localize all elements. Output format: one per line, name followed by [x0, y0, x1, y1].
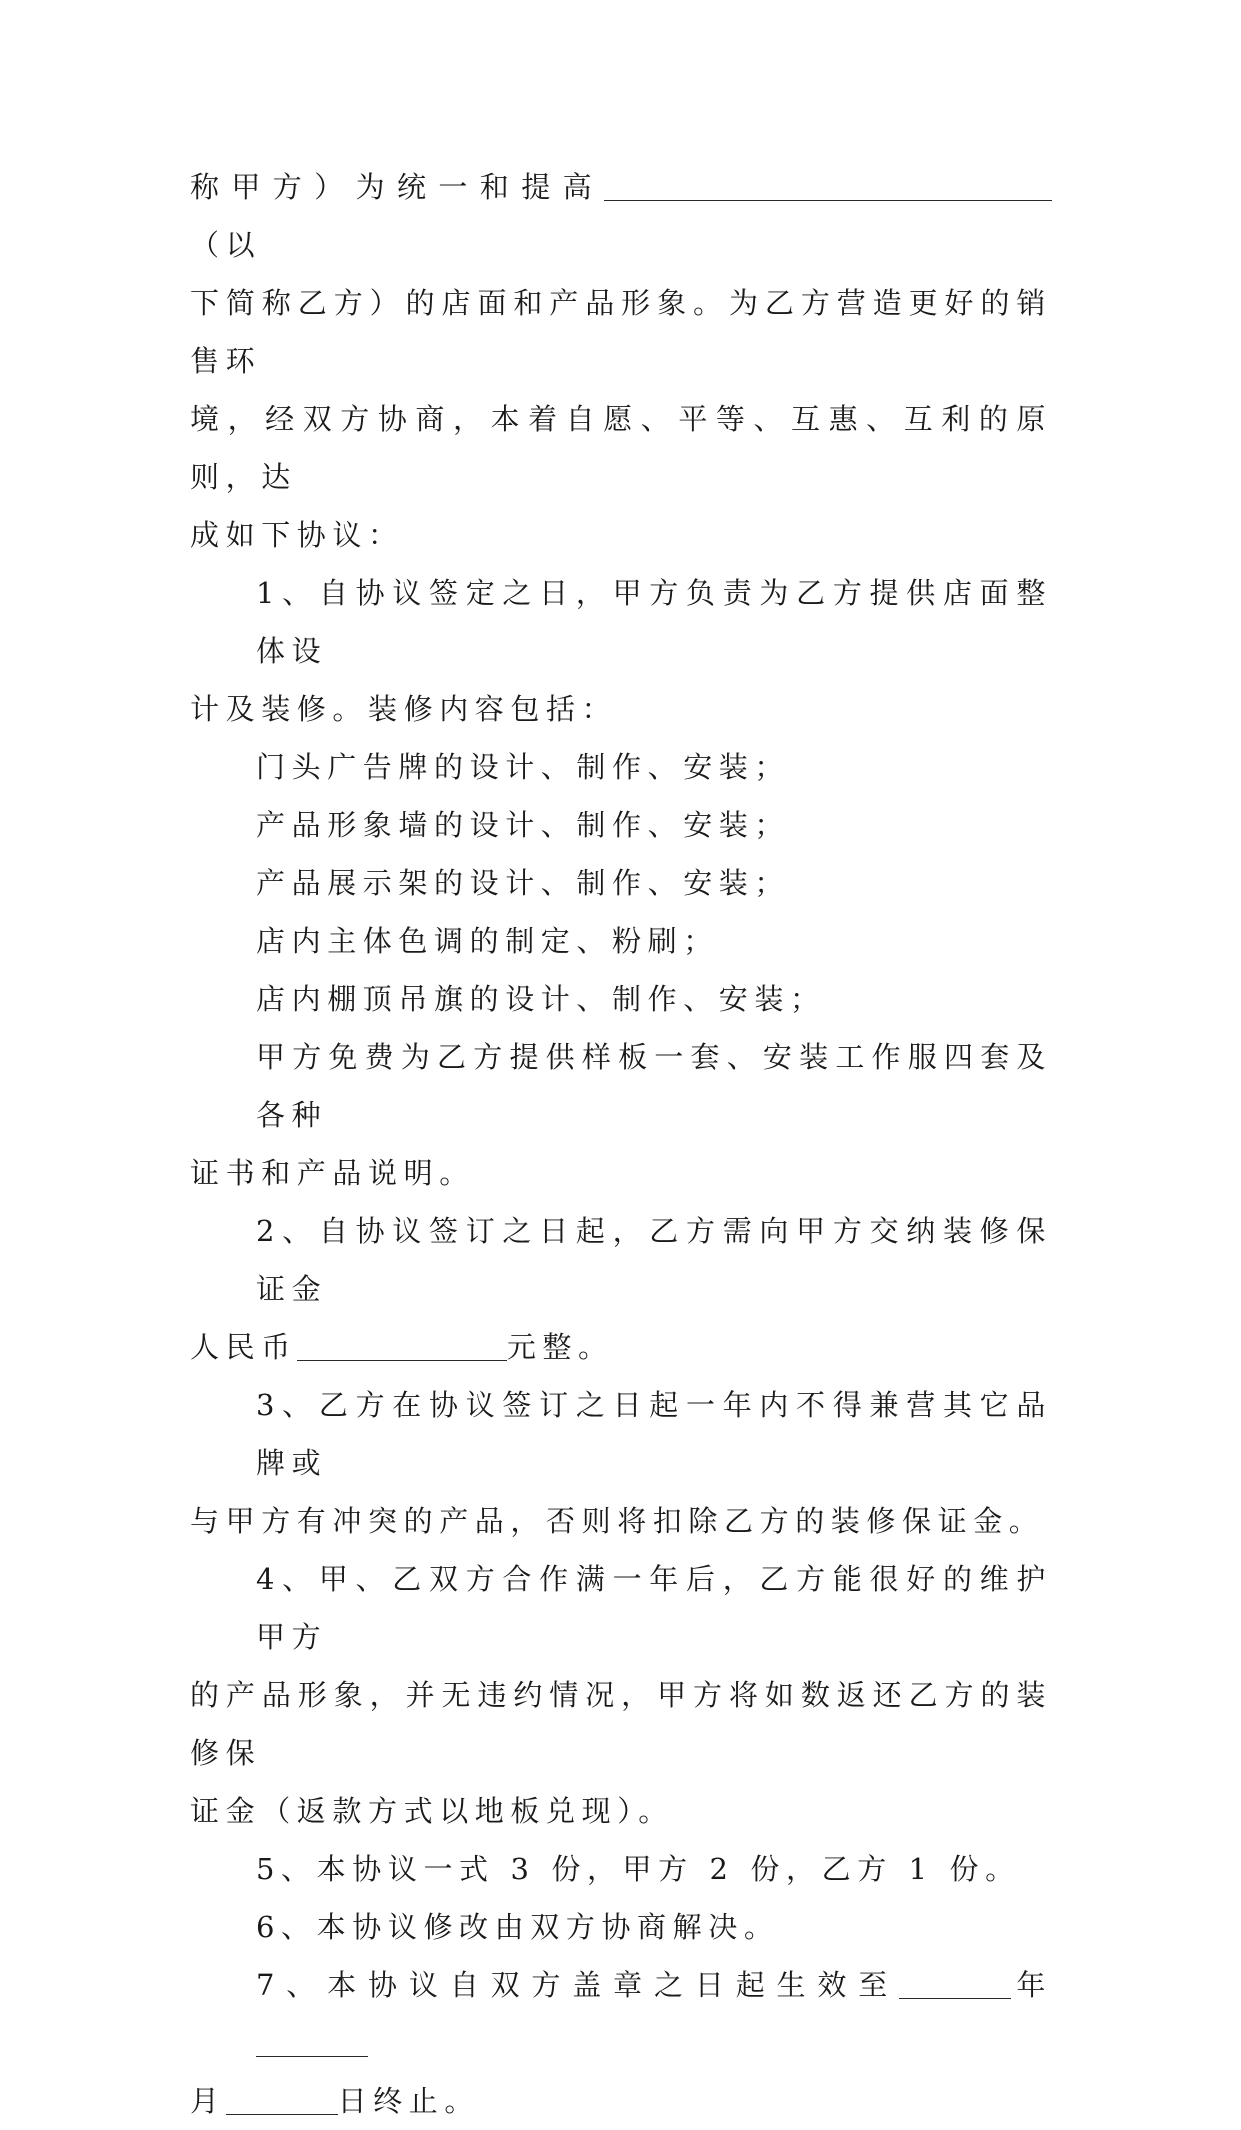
renovation-item: 产品展示架的设计、制作、安装；	[256, 866, 791, 900]
clause-6	[190, 1898, 1052, 1956]
deposit-amount-blank[interactable]	[297, 1320, 507, 1361]
clause-4-line-1: 4、甲、乙双方合作满一年后，乙方能很好的维护甲方	[256, 1562, 1052, 1654]
intro-line-3: 境，经双方协商，本着自愿、平等、互惠、互利的原则，达	[190, 402, 1052, 494]
clause-7-line-2: 月 日终止。	[190, 2072, 1052, 2130]
clause-3	[190, 1376, 1052, 1550]
renovation-item: 店内棚顶吊旗的设计、制作、安装；	[256, 982, 826, 1016]
clause-4-line-3: 证金（返款方式以地板兑现）。	[190, 1794, 674, 1828]
clause-1-line-2: 计及装修。装修内容包括：	[190, 692, 618, 726]
free-line-1: 甲方免费为乙方提供样板一套、安装工作服四套及各种	[256, 1040, 1052, 1132]
intro-paragraph	[190, 158, 1052, 564]
clause-6-line: 6、本协议修改由双方协商解决。	[256, 1910, 780, 1944]
clause-7-line-1: 7、本协议自双方盖章之日起生效至 年	[190, 1956, 1052, 2072]
clause-2-line-2: 人民币 元整。	[190, 1318, 1052, 1376]
clause-3-line-1: 3、乙方在协议签订之日起一年内不得兼营其它品牌或	[256, 1388, 1052, 1480]
clause-7	[190, 1956, 1052, 2130]
renovation-items	[190, 738, 1052, 1028]
clause-4-line-2: 的产品形象，并无违约情况，甲方将如数返还乙方的装修保	[190, 1678, 1052, 1770]
clause-5	[190, 1840, 1052, 1898]
party-b-name-blank[interactable]	[604, 160, 1052, 201]
end-year-blank[interactable]	[899, 1958, 1011, 1999]
renovation-item: 店内主体色调的制定、粉刷；	[256, 924, 719, 958]
clause-1	[190, 564, 1052, 738]
clause-4	[190, 1550, 1052, 1840]
renovation-item: 门头广告牌的设计、制作、安装；	[256, 750, 791, 784]
clause-3-line-2: 与甲方有冲突的产品，否则将扣除乙方的装修保证金。	[190, 1504, 1045, 1538]
clause-2	[190, 1202, 1052, 1376]
end-day-blank[interactable]	[226, 2074, 338, 2115]
intro-line-2: 下简称乙方）的店面和产品形象。为乙方营造更好的销售环	[190, 286, 1052, 378]
clause-2-line-1: 2、自协议签订之日起，乙方需向甲方交纳装修保证金	[256, 1214, 1052, 1306]
intro-line-1: 称甲方）为统一和提高（以	[190, 158, 1052, 274]
document-page	[190, 158, 1052, 2130]
clause-1-line-1: 1、自协议签定之日，甲方负责为乙方提供店面整体设	[256, 576, 1052, 668]
intro-line-4: 成如下协议：	[190, 518, 404, 552]
clause-5-line: 5、本协议一式 3 份，甲方 2 份，乙方 1 份。	[256, 1852, 1021, 1886]
free-provision-paragraph	[190, 1028, 1052, 1202]
free-line-2: 证书和产品说明。	[190, 1156, 475, 1190]
renovation-item: 产品形象墙的设计、制作、安装；	[256, 808, 791, 842]
end-month-blank[interactable]	[256, 2016, 368, 2057]
